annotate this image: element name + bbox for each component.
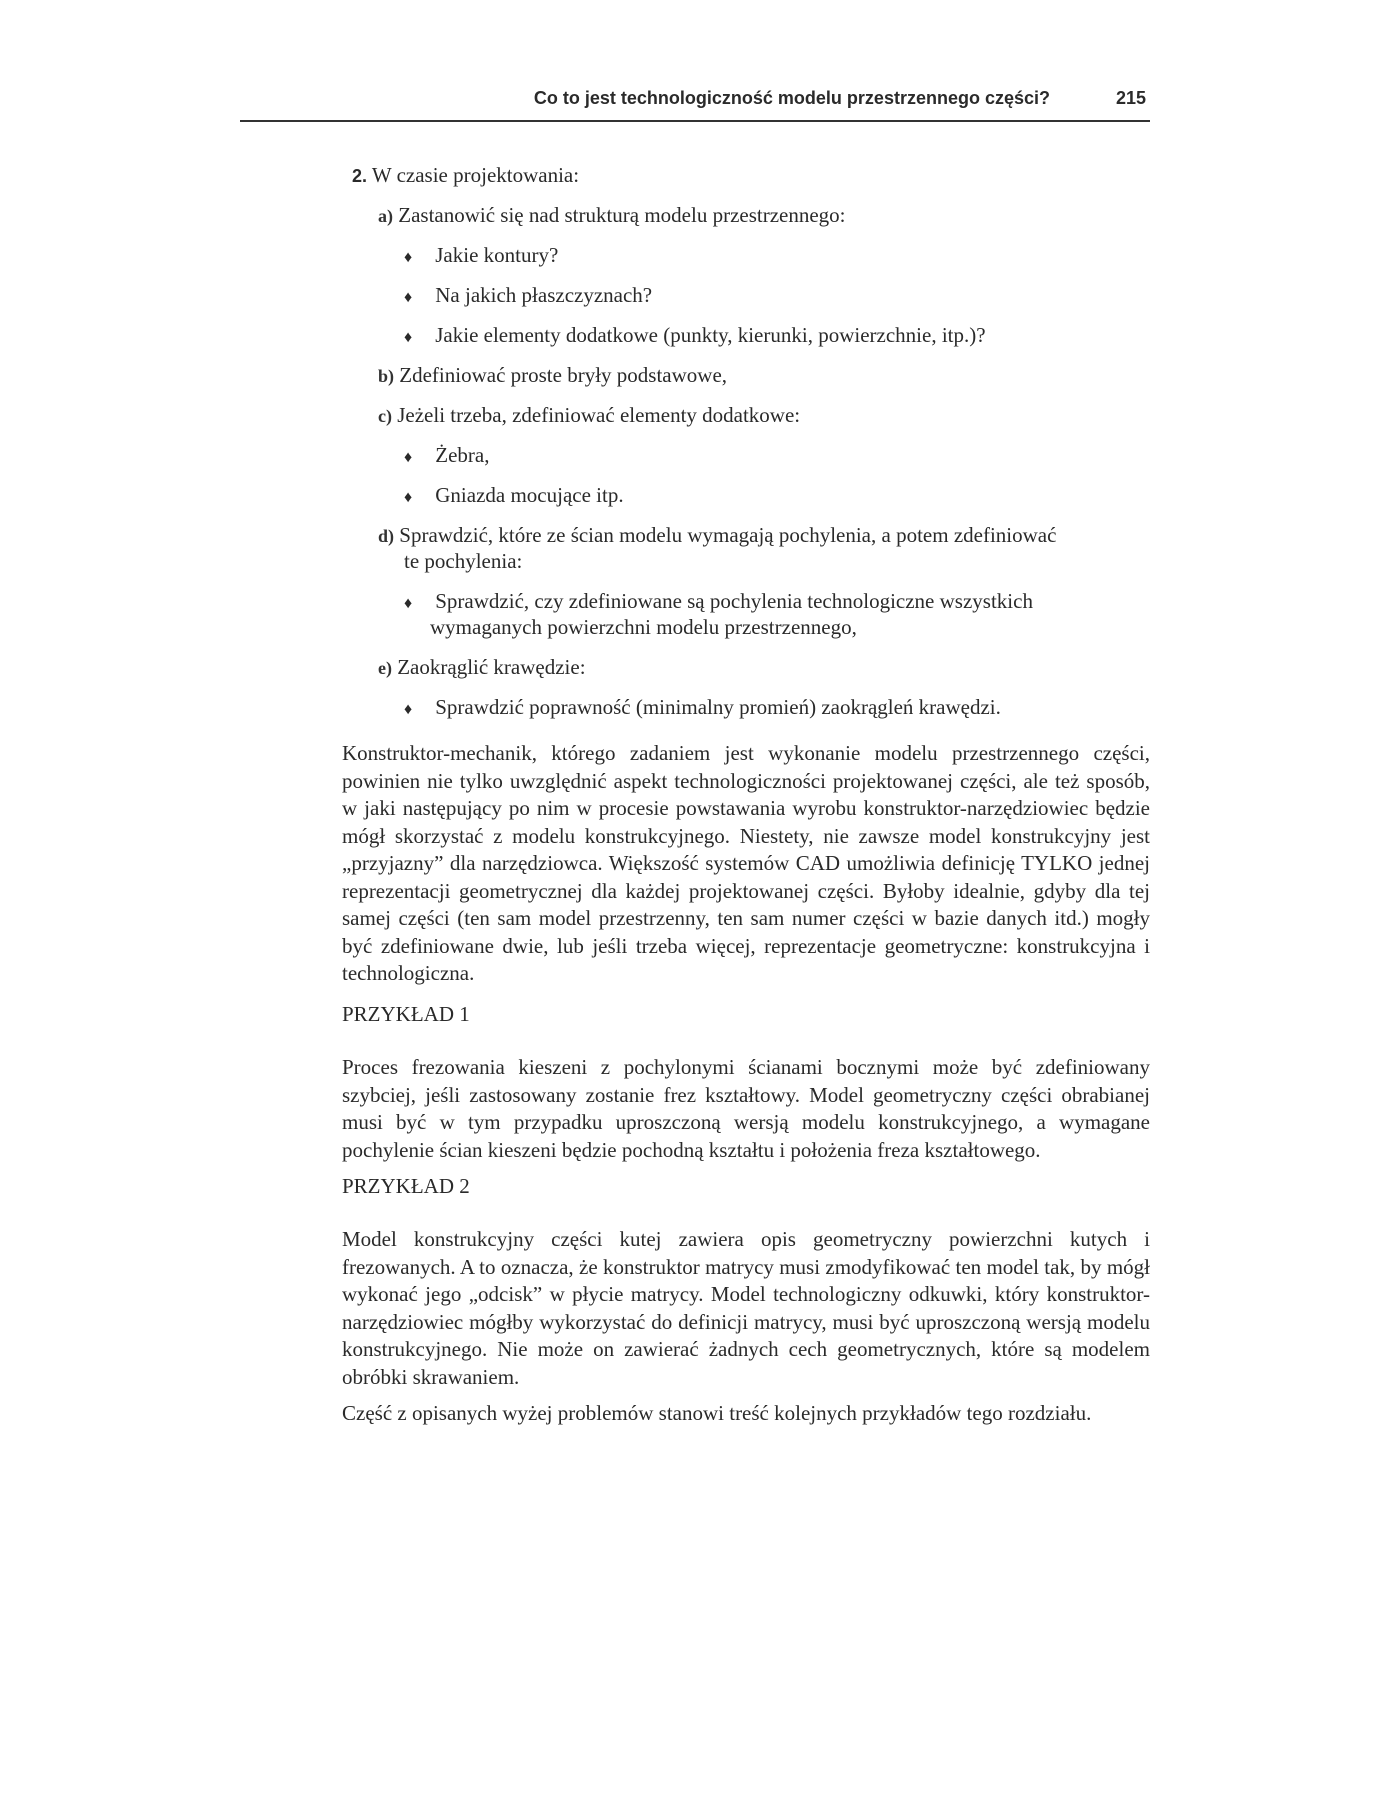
bullet-item bbox=[404, 322, 986, 351]
sublist-letter: b) bbox=[378, 366, 395, 386]
bullet-text: Gniazda mocujące itp. bbox=[435, 483, 624, 507]
sublist-item-d bbox=[378, 522, 1056, 550]
diamond-bullet-icon: ♦ bbox=[404, 449, 413, 466]
running-header bbox=[240, 88, 1150, 122]
page-number: 215 bbox=[1115, 88, 1146, 108]
sublist-letter: e) bbox=[378, 658, 392, 678]
bullet-text: Sprawdzić, czy zdefiniowane są pochylenia technologiczne wszystkich bbox=[435, 589, 1033, 613]
example-2-heading: PRZYKŁAD 2 bbox=[342, 1174, 470, 1198]
list-item-text: W czasie projektowania: bbox=[371, 163, 580, 187]
paragraph-intro: Konstruktor-mechanik, którego zadaniem jest wykonanie modelu przestrzennego części, powinien nie tylko uwzględnić aspekt technologiczności projektowanej części, ale też sposób, w jaki następujący po nim w procesie powstawania wyrobu konstruktor-narzędziowiec będzie mógł skorzystać z modelu konstrukcyjnego. Niestety, nie zawsze model konstrukcyjny jest „przyjazny” dla narzędziowca. Większość systemów CAD umożliwia definicję TYLKO jednej reprezentacji geometrycznej dla każdej projektowanej części. Byłoby idealnie, gdyby dla tej samej części (ten sam model przestrzenny, ten sam numer części w bazie danych itd.) mogły być zdefiniowane dwie, lub jeśli trzeba więcej, reprezentacje geometryczne: konstrukcyjna i technologiczna. bbox=[342, 741, 1150, 985]
bullet-item bbox=[404, 442, 489, 471]
bullet-text: Jakie kontury? bbox=[435, 243, 559, 267]
sublist-text: Zastanowić się nad strukturą modelu przestrzennego: bbox=[398, 203, 846, 227]
bullet-text: Żebra, bbox=[435, 443, 490, 467]
paragraph-example-1: Proces frezowania kieszeni z pochylonymi ścianami bocznymi może być zdefiniowany szybciej, jeśli zastosowany zostanie frez kształtowy. Model geometryczny części obrabianej musi być w tym przypadku uproszczoną wersją modelu konstrukcyjnego, a wymagane pochylenie ścian kieszeni będzie pochodną kształtu i położenia freza kształtowego. bbox=[342, 1055, 1150, 1162]
sublist-text: Zaokrąglić krawędzie: bbox=[397, 655, 586, 679]
bullet-text: Sprawdzić poprawność (minimalny promień) zaokrągleń krawędzi. bbox=[435, 695, 1001, 719]
bullet-item bbox=[404, 588, 1033, 617]
sublist-letter: d) bbox=[378, 526, 395, 546]
diamond-bullet-icon: ♦ bbox=[404, 249, 413, 266]
sublist-letter: a) bbox=[378, 206, 393, 226]
sublist-text: Jeżeli trzeba, zdefiniować elementy dodatkowe: bbox=[397, 403, 801, 427]
sublist-text: Zdefiniować proste bryły podstawowe, bbox=[399, 363, 728, 387]
sublist-text: Sprawdzić, które ze ścian modelu wymagają pochylenia, a potem zdefiniować bbox=[399, 523, 1057, 547]
bullet-item bbox=[404, 242, 558, 271]
paragraph-example-2: Model konstrukcyjny części kutej zawiera opis geometryczny powierzchni kutych i frezowanych. A to oznacza, że konstruktor matrycy musi zmodyfikować ten model tak, by mógł wykonać jego „odcisk” w płycie matrycy. Model technologiczny odkuwki, który konstruktor-narzędziowiec mógłby wykorzystać do definicji matrycy, musi być uproszczoną wersją modelu konstrukcyjnego. Nie może on zawierać żadnych cech geometrycznych, które są modelem obróbki skrawaniem. bbox=[342, 1227, 1150, 1389]
sublist-item-c bbox=[378, 402, 800, 430]
paragraph-closing: Część z opisanych wyżej problemów stanowi treść kolejnych przykładów tego rozdziału. bbox=[342, 1401, 1092, 1425]
example-1-heading: PRZYKŁAD 1 bbox=[342, 1002, 470, 1026]
bullet-text-continued: wymaganych powierzchni modelu przestrzennego, bbox=[430, 615, 857, 639]
bullet-item bbox=[404, 482, 624, 511]
bullet-text: Na jakich płaszczyznach? bbox=[435, 283, 653, 307]
sublist-text-continued: te pochylenia: bbox=[404, 549, 523, 573]
list-item-2 bbox=[352, 162, 579, 190]
sublist-item-e bbox=[378, 654, 586, 682]
sublist-letter: c) bbox=[378, 406, 392, 426]
diamond-bullet-icon: ♦ bbox=[404, 489, 413, 506]
list-number: 2. bbox=[352, 166, 368, 186]
bullet-item bbox=[404, 694, 1001, 723]
diamond-bullet-icon: ♦ bbox=[404, 289, 413, 306]
sublist-item-b bbox=[378, 362, 727, 390]
diamond-bullet-icon: ♦ bbox=[404, 329, 413, 346]
bullet-text: Jakie elementy dodatkowe (punkty, kierunki, powierzchnie, itp.)? bbox=[435, 323, 986, 347]
header-title: Co to jest technologiczność modelu przestrzennego części? bbox=[533, 88, 1050, 108]
diamond-bullet-icon: ♦ bbox=[404, 701, 413, 718]
bullet-item bbox=[404, 282, 652, 311]
sublist-item-a bbox=[378, 202, 846, 230]
diamond-bullet-icon: ♦ bbox=[404, 595, 413, 612]
